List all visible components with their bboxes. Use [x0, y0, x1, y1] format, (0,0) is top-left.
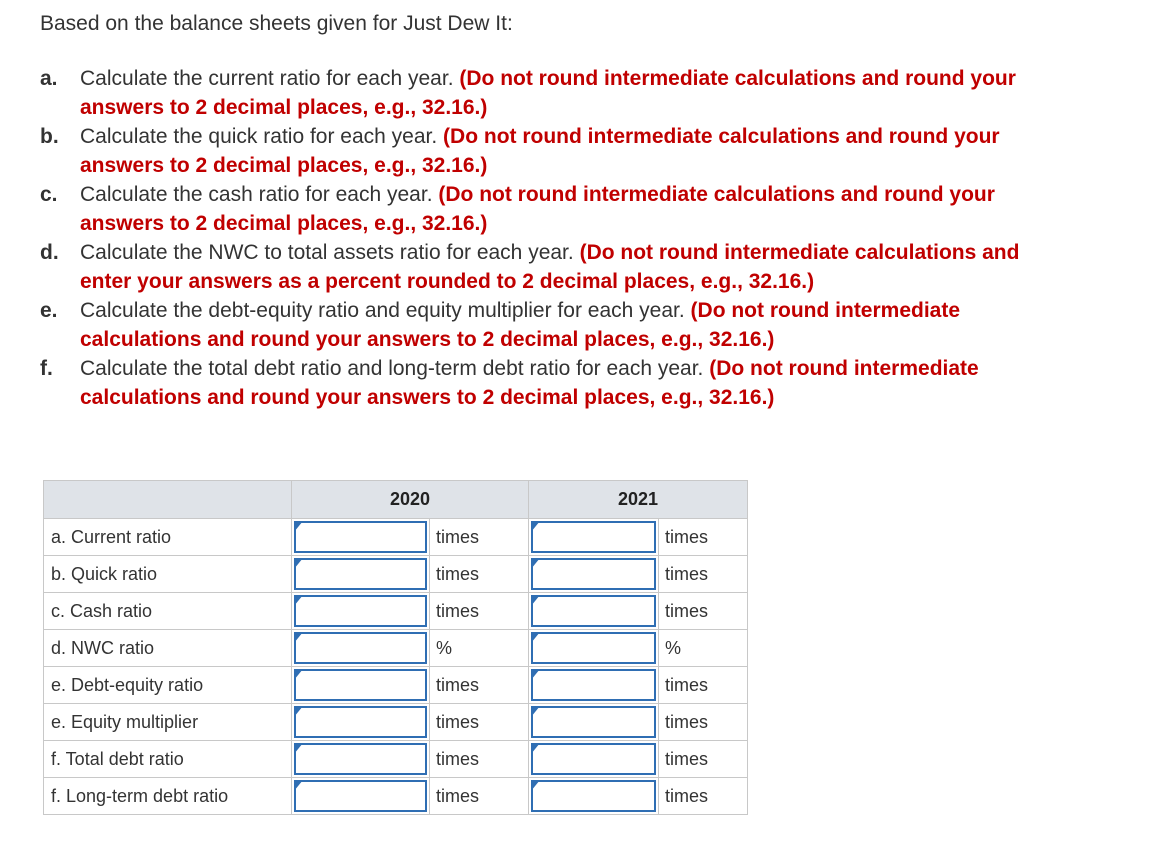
unit-label: times — [659, 704, 748, 741]
table-row — [44, 778, 748, 815]
input-marker-icon — [294, 558, 303, 569]
debt-equity-2021-input[interactable] — [531, 669, 656, 701]
input-marker-icon — [531, 780, 540, 791]
row-label: d. NWC ratio — [44, 630, 292, 667]
quick-ratio-2021-cell — [529, 556, 659, 593]
question-letter: e. — [40, 299, 58, 322]
nwc-ratio-2021-cell — [529, 630, 659, 667]
input-marker-icon — [294, 780, 303, 791]
question-text: Calculate the total debt ratio and long-term debt ratio for each year. — [80, 357, 704, 380]
input-marker-icon — [531, 595, 540, 606]
question-note: (Do not round intermediate calculations and round your answers to 2 decimal places, e.g., 32.16.) — [80, 183, 995, 235]
question-note: (Do not round intermediate calculations and enter your answers as a percent rounded to 2 decimal places, e.g., 32.16.) — [80, 241, 1020, 293]
question-b — [40, 122, 1050, 180]
header-2021: 2021 — [529, 481, 748, 519]
table-header-row — [44, 481, 748, 519]
question-c — [40, 180, 1050, 238]
input-marker-icon — [294, 669, 303, 680]
total-debt-2021-cell — [529, 741, 659, 778]
question-text: Calculate the quick ratio for each year. — [80, 125, 438, 148]
question-f — [40, 354, 1050, 412]
unit-label: times — [659, 593, 748, 630]
debt-equity-2020-input[interactable] — [294, 669, 427, 701]
input-marker-icon — [531, 632, 540, 643]
unit-label: times — [430, 519, 529, 556]
header-blank — [44, 481, 292, 519]
unit-label: times — [659, 556, 748, 593]
input-marker-icon — [531, 669, 540, 680]
table-row — [44, 667, 748, 704]
cash-ratio-2021-input[interactable] — [531, 595, 656, 627]
unit-label: times — [430, 667, 529, 704]
unit-label: times — [430, 704, 529, 741]
total-debt-2021-input[interactable] — [531, 743, 656, 775]
header-2020: 2020 — [292, 481, 529, 519]
table-row — [44, 556, 748, 593]
long-term-debt-2020-input[interactable] — [294, 780, 427, 812]
unit-label: times — [659, 778, 748, 815]
input-marker-icon — [531, 558, 540, 569]
unit-label: % — [659, 630, 748, 667]
unit-label: times — [430, 778, 529, 815]
table-row — [44, 741, 748, 778]
cash-ratio-2020-input[interactable] — [294, 595, 427, 627]
cash-ratio-2020-cell — [292, 593, 430, 630]
unit-label: times — [430, 556, 529, 593]
equity-multiplier-2020-cell — [292, 704, 430, 741]
question-text: Calculate the NWC to total assets ratio for each year. — [80, 241, 574, 264]
current-ratio-2020-cell — [292, 519, 430, 556]
question-a — [40, 64, 1050, 122]
total-debt-2020-input[interactable] — [294, 743, 427, 775]
intro-text: Based on the balance sheets given for Just Dew It: — [40, 12, 513, 35]
long-term-debt-2020-cell — [292, 778, 430, 815]
cash-ratio-2021-cell — [529, 593, 659, 630]
nwc-ratio-2020-input[interactable] — [294, 632, 427, 664]
input-marker-icon — [294, 743, 303, 754]
question-note: (Do not round intermediate calculations and round your answers to 2 decimal places, e.g., 32.16.) — [80, 299, 961, 351]
quick-ratio-2020-input[interactable] — [294, 558, 427, 590]
row-label: c. Cash ratio — [44, 593, 292, 630]
table-row — [44, 593, 748, 630]
table-row — [44, 630, 748, 667]
question-letter: c. — [40, 183, 58, 206]
quick-ratio-2021-input[interactable] — [531, 558, 656, 590]
table-row — [44, 519, 748, 556]
input-marker-icon — [531, 743, 540, 754]
nwc-ratio-2020-cell — [292, 630, 430, 667]
debt-equity-2021-cell — [529, 667, 659, 704]
input-marker-icon — [294, 706, 303, 717]
row-label: f. Total debt ratio — [44, 741, 292, 778]
question-letter: b. — [40, 125, 59, 148]
question-text: Calculate the cash ratio for each year. — [80, 183, 433, 206]
current-ratio-2020-input[interactable] — [294, 521, 427, 553]
question-d — [40, 238, 1050, 296]
row-label: f. Long-term debt ratio — [44, 778, 292, 815]
current-ratio-2021-input[interactable] — [531, 521, 656, 553]
row-label: e. Debt-equity ratio — [44, 667, 292, 704]
question-text: Calculate the current ratio for each year. — [80, 67, 454, 90]
row-label: b. Quick ratio — [44, 556, 292, 593]
row-label: e. Equity multiplier — [44, 704, 292, 741]
question-note: (Do not round intermediate calculations and round your answers to 2 decimal places, e.g., 32.16.) — [80, 67, 1016, 119]
unit-label: % — [430, 630, 529, 667]
debt-equity-2020-cell — [292, 667, 430, 704]
nwc-ratio-2021-input[interactable] — [531, 632, 656, 664]
unit-label: times — [430, 593, 529, 630]
question-note: (Do not round intermediate calculations and round your answers to 2 decimal places, e.g., 32.16.) — [80, 357, 979, 409]
unit-label: times — [430, 741, 529, 778]
question-letter: d. — [40, 241, 59, 264]
equity-multiplier-2020-input[interactable] — [294, 706, 427, 738]
input-marker-icon — [531, 521, 540, 532]
ratio-answer-table — [43, 480, 748, 815]
question-letter: f. — [40, 357, 53, 380]
question-text: Calculate the debt-equity ratio and equity multiplier for each year. — [80, 299, 685, 322]
quick-ratio-2020-cell — [292, 556, 430, 593]
input-marker-icon — [294, 595, 303, 606]
equity-multiplier-2021-cell — [529, 704, 659, 741]
long-term-debt-2021-input[interactable] — [531, 780, 656, 812]
question-note: (Do not round intermediate calculations and round your answers to 2 decimal places, e.g., 32.16.) — [80, 125, 1000, 177]
table-row — [44, 704, 748, 741]
question-e — [40, 296, 1050, 354]
question-letter: a. — [40, 67, 58, 90]
unit-label: times — [659, 667, 748, 704]
input-marker-icon — [531, 706, 540, 717]
current-ratio-2021-cell — [529, 519, 659, 556]
question-list — [40, 64, 1050, 412]
unit-label: times — [659, 519, 748, 556]
equity-multiplier-2021-input[interactable] — [531, 706, 656, 738]
unit-label: times — [659, 741, 748, 778]
long-term-debt-2021-cell — [529, 778, 659, 815]
total-debt-2020-cell — [292, 741, 430, 778]
input-marker-icon — [294, 632, 303, 643]
row-label: a. Current ratio — [44, 519, 292, 556]
input-marker-icon — [294, 521, 303, 532]
